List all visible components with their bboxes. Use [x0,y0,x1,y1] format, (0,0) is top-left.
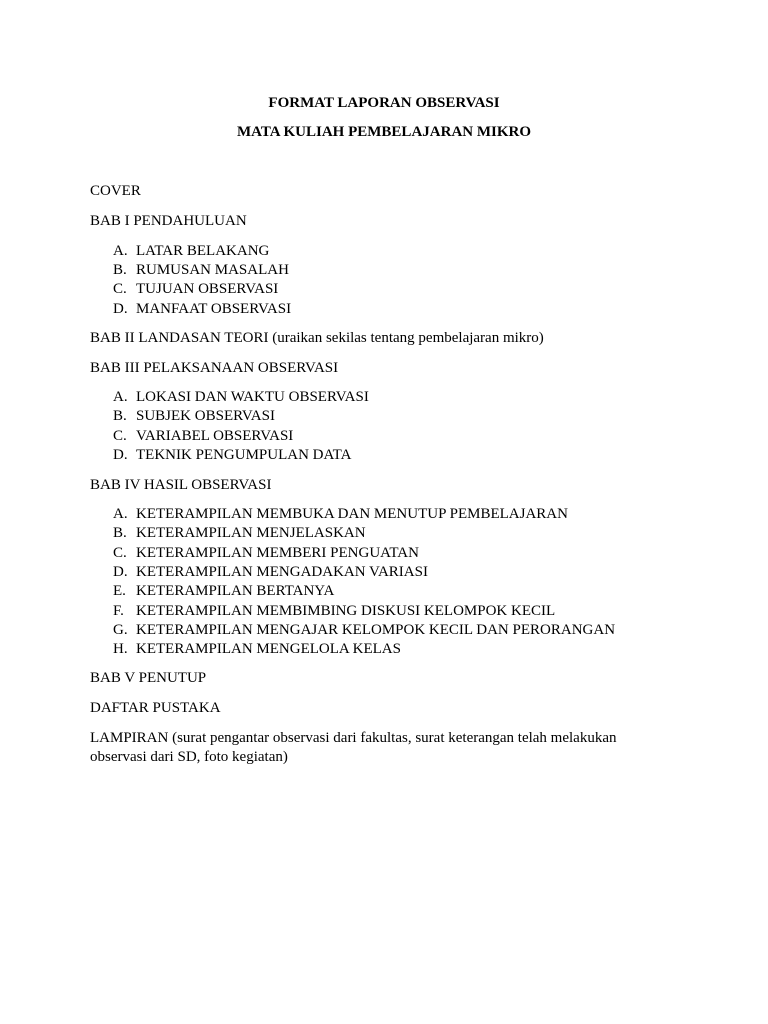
cover-heading: COVER [90,183,141,199]
bab3-heading: BAB III PELAKSANAAN OBSERVASI [90,360,339,376]
list-item [113,505,568,523]
document-subtitle: MATA KULIAH PEMBELAJARAN MIKRO [236,124,532,140]
list-item-letter: F. [113,603,124,619]
list-item-text: KETERAMPILAN MEMBUKA DAN MENUTUP PEMBELAJARAN [136,506,568,522]
list-item [113,242,269,260]
list-item-letter: H. [113,641,128,657]
list-item-letter: D. [113,301,128,317]
list-item-text: KETERAMPILAN MENJELASKAN [136,525,366,541]
lampiran-paragraph: LAMPIRAN (surat pengantar observasi dari fakultas, surat keterangan telah melakukan observasi dari SD, foto kegiatan) [90,730,617,765]
list-item [113,621,615,639]
list-item-letter: E. [113,583,126,599]
list-item-text: TEKNIK PENGUMPULAN DATA [136,447,352,463]
list-item-text: KETERAMPILAN BERTANYA [136,583,335,599]
list-item [113,582,334,600]
list-item-letter: B. [113,408,127,424]
list-item [113,602,555,620]
list-item-text: TUJUAN OBSERVASI [136,281,279,297]
bab2-heading: BAB II LANDASAN TEORI (uraikan sekilas tentang pembelajaran mikro) [90,330,544,346]
list-item-text: KETERAMPILAN MENGELOLA KELAS [136,641,401,657]
list-item [113,446,351,464]
list-item-text: RUMUSAN MASALAH [136,262,289,278]
list-item-letter: A. [113,389,128,405]
list-item [113,407,275,425]
list-item [113,563,428,581]
list-item [113,427,293,445]
list-item-text: MANFAAT OBSERVASI [136,301,292,317]
bab4-heading: BAB IV HASIL OBSERVASI [90,477,272,493]
list-item [113,300,291,318]
bab5-heading: BAB V PENUTUP [90,670,207,686]
list-item-text: KETERAMPILAN MEMBERI PENGUATAN [136,545,419,561]
list-item [113,544,419,562]
list-item-letter: C. [113,428,127,444]
list-item-letter: D. [113,447,128,463]
document-title: FORMAT LAPORAN OBSERVASI [268,95,500,111]
list-item-text: VARIABEL OBSERVASI [136,428,294,444]
list-item [113,280,278,298]
daftar-pustaka-heading: DAFTAR PUSTAKA [90,700,221,716]
list-item [113,261,289,279]
list-item-text: SUBJEK OBSERVASI [136,408,275,424]
list-item-letter: G. [113,622,128,638]
list-item-letter: C. [113,281,127,297]
list-item-letter: B. [113,262,127,278]
list-item-text: KETERAMPILAN MENGAJAR KELOMPOK KECIL DAN PERORANGAN [136,622,616,638]
list-item-text: LOKASI DAN WAKTU OBSERVASI [136,389,369,405]
list-item-letter: C. [113,545,127,561]
list-item [113,388,369,406]
list-item-text: LATAR BELAKANG [136,243,270,259]
list-item-text: KETERAMPILAN MENGADAKAN VARIASI [136,564,428,580]
list-item-text: KETERAMPILAN MEMBIMBING DISKUSI KELOMPOK KECIL [136,603,556,619]
list-item [113,524,366,542]
list-item-letter: B. [113,525,127,541]
list-item-letter: A. [113,506,128,522]
list-item [113,640,401,658]
list-item-letter: D. [113,564,128,580]
list-item-letter: A. [113,243,128,259]
bab1-heading: BAB I PENDAHULUAN [90,213,247,229]
